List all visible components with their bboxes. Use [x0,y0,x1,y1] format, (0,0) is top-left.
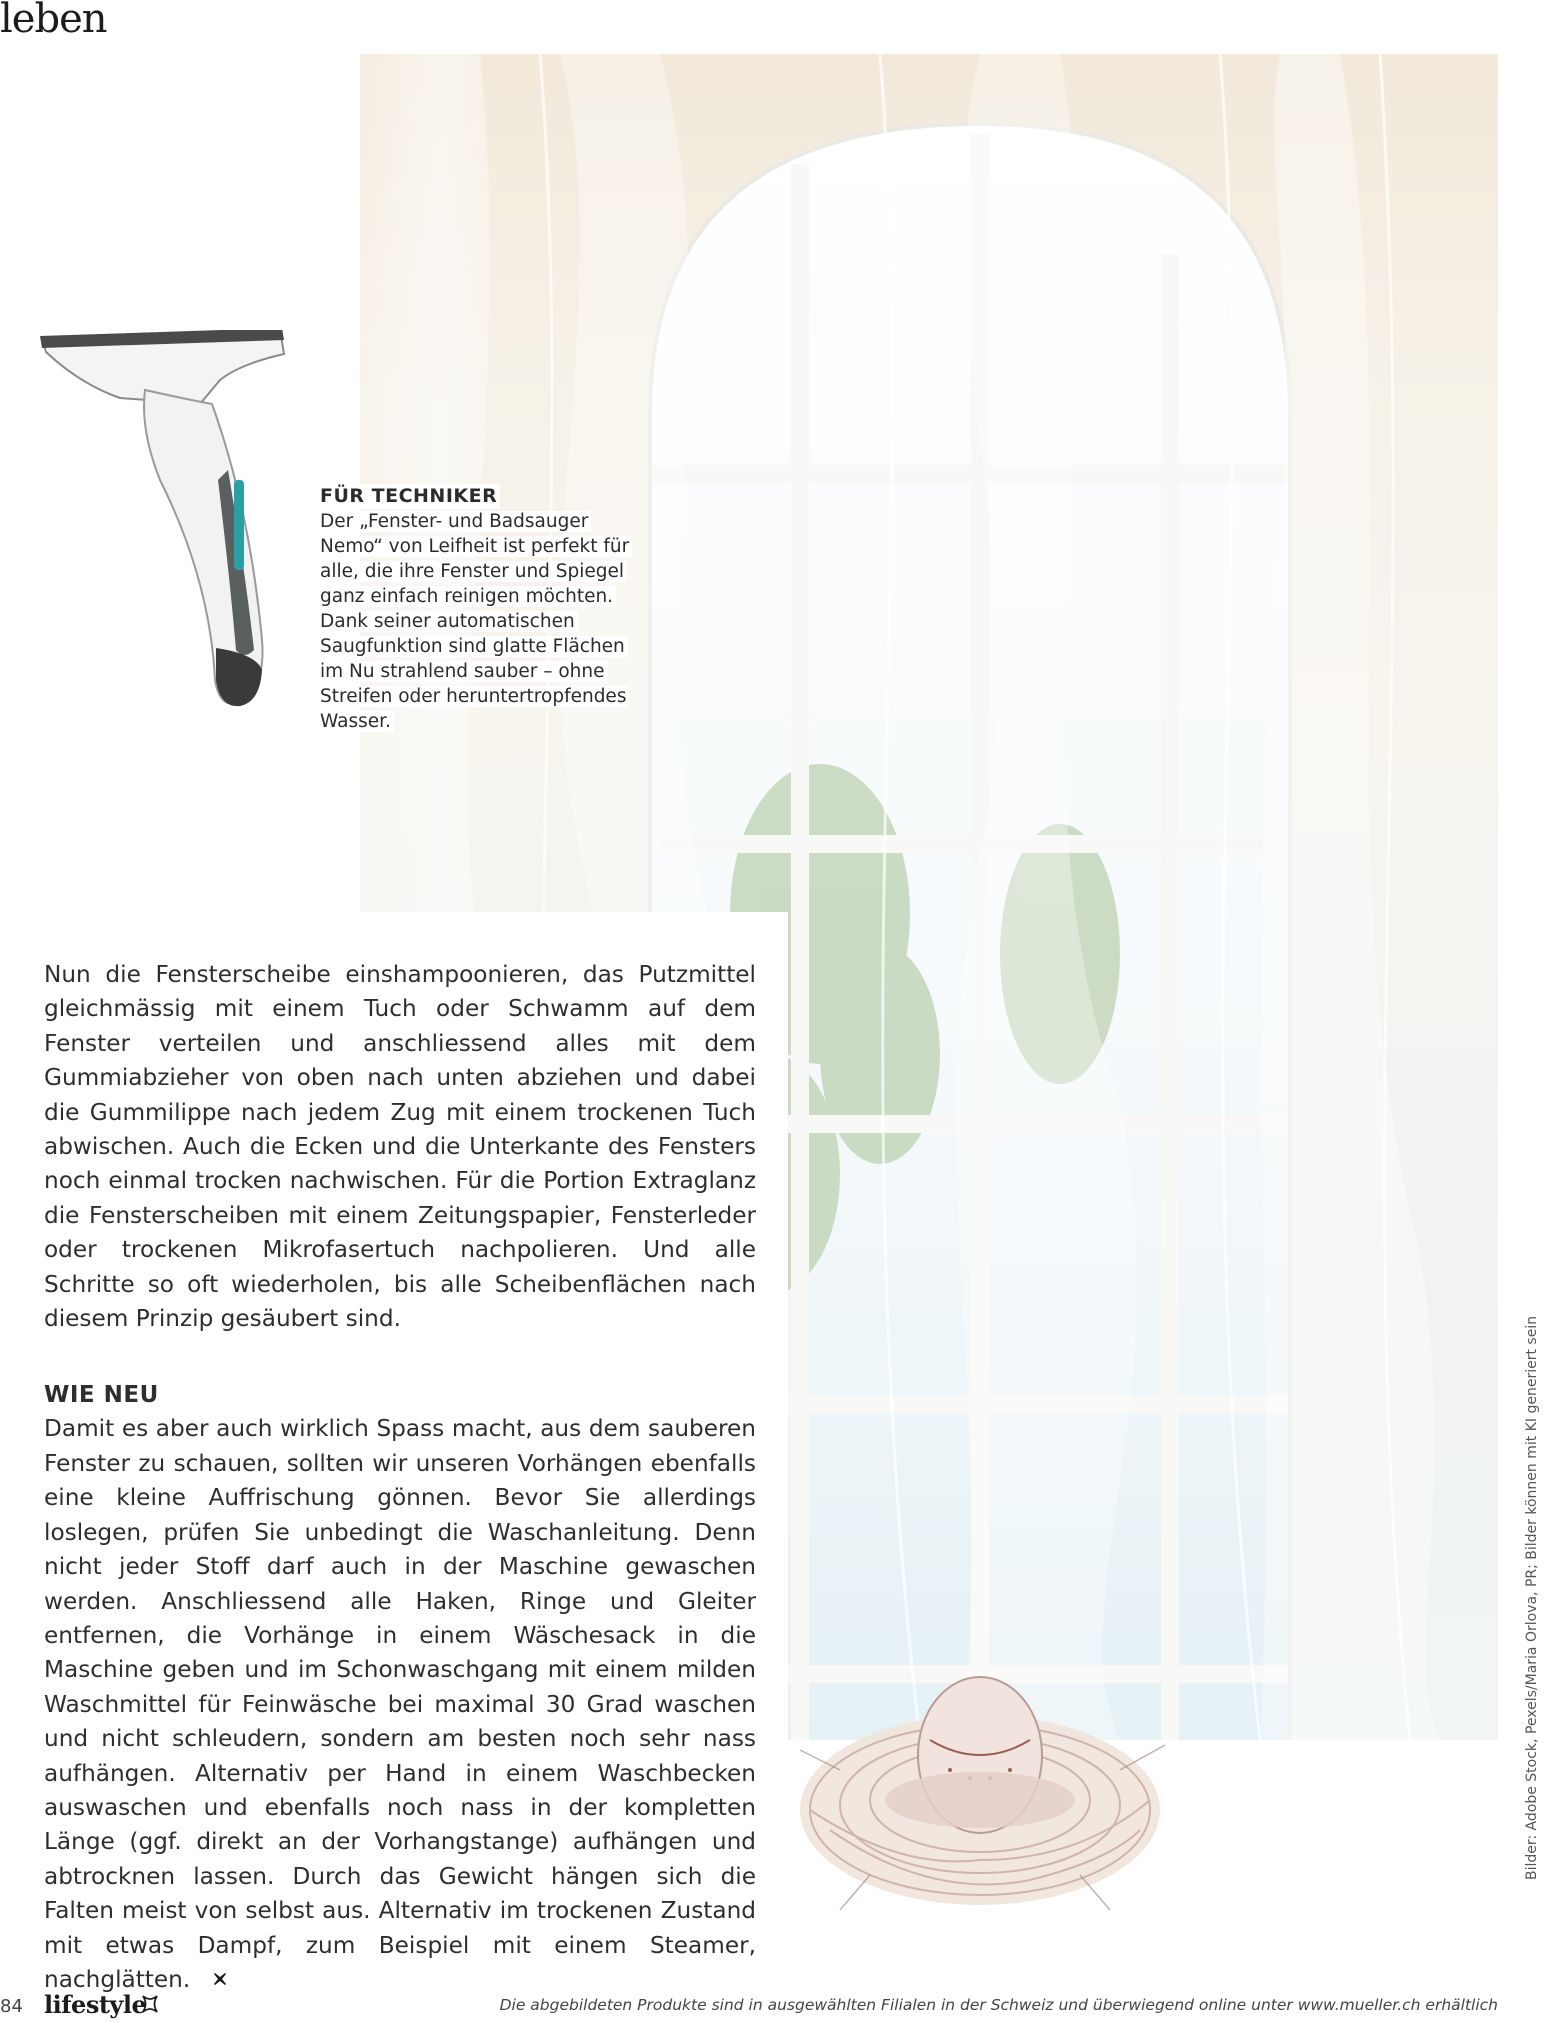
image-credit: Bilder: Adobe Stock, Pexels/Maria Orlova, PR; Bilder können mit KI generiert sein [1524,1315,1540,1880]
brand-name: lifestyle [44,1990,147,2019]
article-body [44,958,756,1998]
window-vacuum-image [40,330,300,720]
section-label: leben [0,0,107,42]
end-mark-icon [212,1963,228,1997]
article-subheading: WIE NEU [44,1382,159,1409]
product-description: Der „Fenster- und Badsauger Nemo“ von Leifheit ist perfekt für alle, die ihre Fenster und Spiegel ganz einfach reinigen möchten. Dank seiner automatischen Saugfunktion sind glatte Flächen im Nu strahlend sauber – ohne Streifen oder heruntertropfendes Wasser. [317,511,632,732]
brand-icon [140,1994,160,2014]
product-caption [317,484,647,734]
article-paragraph-1: Nun die Fensterscheibe einshampoonieren, das Putzmittel gleichmässig mit einem Tuch oder Schwamm auf dem Fenster verteilen und anschliessend alles mit dem Gummiabzieher von oben nach unten abziehen und dabei die Gummilippe nach jedem Zug mit einem trockenen Tuch abwischen. Auch die Ecken und die Unterkante des Fensters noch einmal trocken nachwischen. Für die Portion Extraglanz die Fensterscheiben mit einem Zeitungspapier, Fensterleder oder trockenen Mikrofasertuch nachpolieren. Und alle Schritte so oft wiederholen, bis alle Scheibenflächen nach diesem Prinzip gesäubert sind. [44,961,756,1333]
footer-note: Die abgebildeten Produkte sind in ausgewählten Filialen in der Schweiz und überwiegend online unter www.mueller.ch erhältlich [499,1996,1498,2014]
product-heading: FÜR TECHNIKER [317,484,500,509]
article-paragraph-2: Damit es aber auch wirklich Spass macht, aus dem sauberen Fenster zu schauen, sollten wir unseren Vorhängen ebenfalls eine kleine Auffrischung gönnen. Bevor Sie allerdings loslegen, prüfen Sie unbedingt die Waschanleitung. Denn nicht jeder Stoff darf auch in der Maschine gewaschen werden. Anschliessend alle Haken, Ringe und Gleiter entfernen, die Vorhänge in einem Wäschesack in die Maschine geben und im Schonwaschgang mit einem milden Waschmittel für Feinwäsche bei maximal 30 Grad waschen und nicht schleudern, sondern am besten noch sehr nass aufhängen. Alternativ per Hand in einem Waschbecken auswaschen und ebenfalls noch nass in der kompletten Länge (ggf. direkt an der Vorhangstange) aufhängen und abtrocknen lassen. Durch das Gewicht hängen sich die Falten meist von selbst aus. Alternativ im trockenen Zustand mit etwas Dampf, zum Beispiel mit einem Steamer, nachglätten. [44,1415,756,1993]
nest-egg-image [780,1660,1180,1920]
page-number: 84 [0,1996,23,2017]
